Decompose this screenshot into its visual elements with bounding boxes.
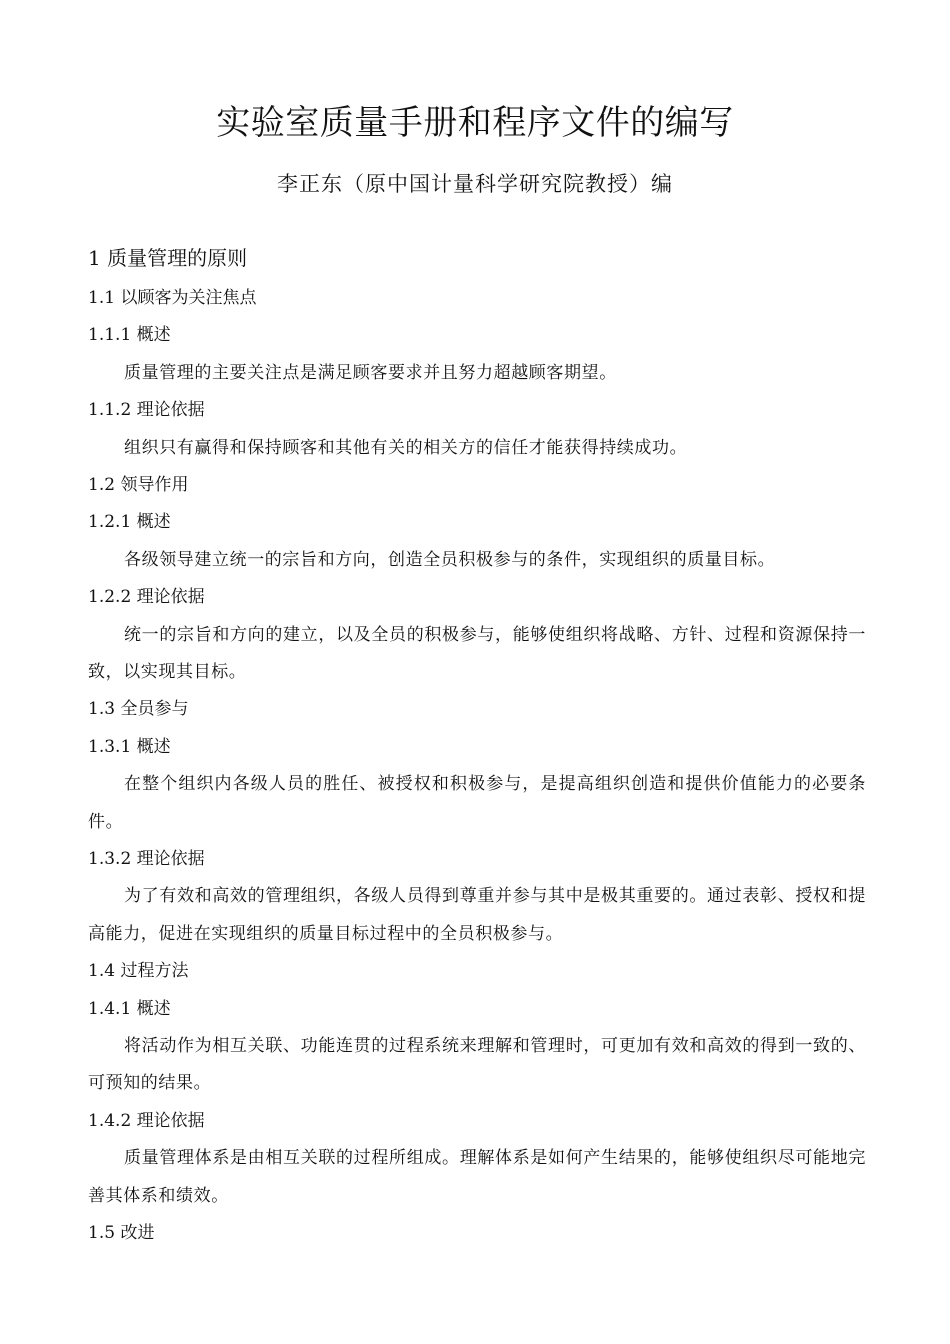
paragraph: 各级领导建立统一的宗旨和方向，创造全员积极参与的条件，实现组织的质量目标。: [124, 549, 776, 570]
subsubsection-heading-1-2-2: 1.2.2 理论依据: [88, 587, 205, 608]
paragraph: 组织只有赢得和保持顾客和其他有关的相关方的信任才能获得持续成功。: [124, 437, 688, 458]
document-title: 实验室质量手册和程序文件的编写: [216, 103, 734, 143]
subsubsection-heading-1-3-2: 1.3.2 理论依据: [88, 848, 205, 869]
subsubsection-heading-1-4-2: 1.4.2 理论依据: [88, 1110, 205, 1131]
section-heading-1: 1 质量管理的原则: [88, 246, 248, 270]
author-line: 李正东（原中国计量科学研究院教授）编: [277, 172, 673, 196]
subsubsection-heading-1-2-1: 1.2.1 概述: [88, 512, 171, 533]
subsubsection-heading-1-4-1: 1.4.1 概述: [88, 998, 171, 1019]
paragraph: 将活动作为相互关联、功能连贯的过程系统来理解和管理时，可更加有效和高效的得到一致的、可预知的结果。: [88, 1035, 866, 1094]
subsubsection-heading-1-1-2: 1.1.2 理论依据: [88, 400, 205, 421]
paragraph: 在整个组织内各级人员的胜任、被授权和积极参与，是提高组织创造和提供价值能力的必要条件。: [88, 774, 866, 832]
paragraph: 质量管理体系是由相互关联的过程所组成。理解体系是如何产生结果的，能够使组织尽可能地完善其体系和绩效。: [88, 1148, 866, 1206]
subsection-heading-1-5: 1.5 改进: [88, 1222, 155, 1243]
subsubsection-heading-1-3-1: 1.3.1 概述: [88, 736, 171, 757]
subsection-heading-1-1: 1.1 以顾客为关注焦点: [88, 288, 257, 308]
subsection-heading-1-2: 1.2 领导作用: [88, 474, 189, 495]
subsection-heading-1-4: 1.4 过程方法: [88, 961, 189, 982]
paragraph: 统一的宗旨和方向的建立，以及全员的积极参与，能够使组织将战略、方针、过程和资源保持一致，以实现其目标。: [88, 624, 866, 682]
subsubsection-heading-1-1-1: 1.1.1 概述: [88, 325, 171, 346]
document-body: [88, 238, 866, 1252]
subsection-heading-1-3: 1.3 全员参与: [88, 699, 189, 720]
paragraph: 为了有效和高效的管理组织，各级人员得到尊重并参与其中是极其重要的。通过表彰、授权和提高能力，促进在实现组织的质量目标过程中的全员积极参与。: [88, 886, 866, 944]
paragraph: 质量管理的主要关注点是满足顾客要求并且努力超越顾客期望。: [124, 362, 617, 383]
